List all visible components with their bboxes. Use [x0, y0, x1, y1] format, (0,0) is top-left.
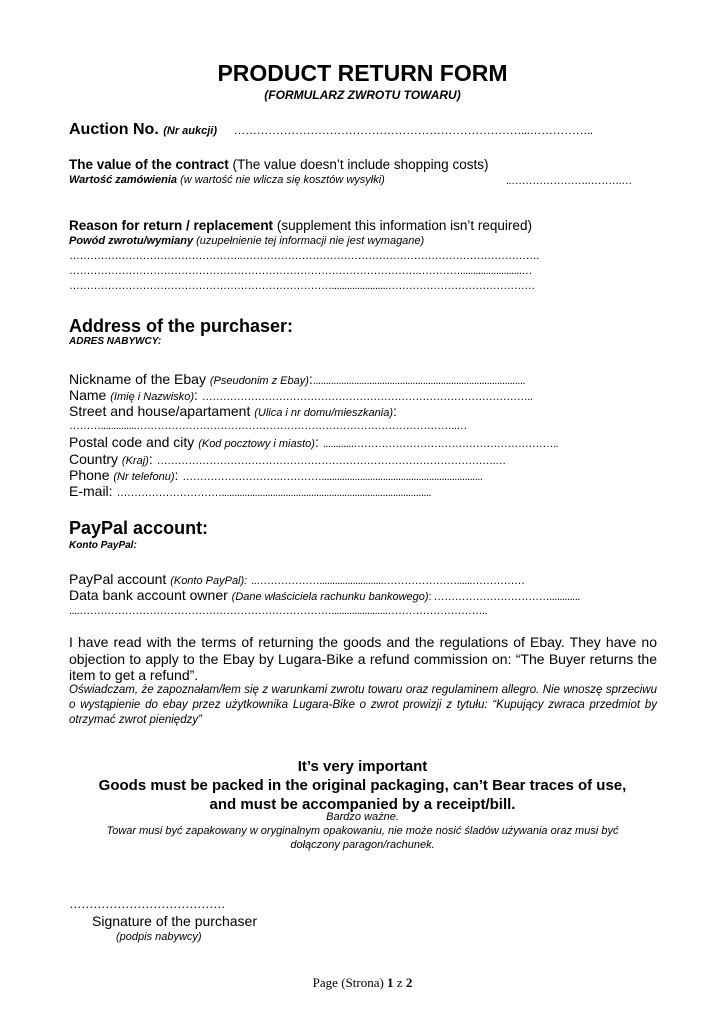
form-title: PRODUCT RETURN FORM — [217, 60, 508, 86]
field-label: Postal code and city — [69, 434, 195, 450]
field-street: Street and house/apartament (Ulica i nr domu/mieszkania): — [69, 403, 397, 419]
contract-row-pl — [69, 174, 385, 186]
contract-row — [69, 157, 488, 172]
reason-label: Reason for return / replacement — [69, 218, 274, 233]
reason-line-3[interactable]: …………………………………………………………………......................…………………………………… — [69, 280, 535, 292]
field-label: Phone — [69, 467, 110, 483]
auction-label: Auction No. — [69, 121, 159, 138]
signature-label-pl: (podpis nabywcy) — [116, 931, 202, 943]
field-email — [69, 483, 431, 499]
email-input-dots[interactable]: ………………………….................................................................................. — [116, 487, 432, 499]
important-heading: It’s very important — [297, 758, 428, 775]
page-footer — [0, 975, 725, 991]
important-line-2: and must be accompanied by a receipt/bill. — [209, 796, 516, 813]
field-postal: Postal code and city (Kod pocztowy i miasto): ............………………………………………………….. — [69, 434, 559, 450]
important-heading-pl: Bardzo ważne. — [326, 811, 399, 823]
field-label-pl: (Dane właściciela rachunku bankowego) — [231, 591, 429, 603]
phone-input-dots[interactable]: ……………………….…………............................................................... — [182, 471, 483, 483]
auction-label-pl: (Nr aukcji) — [163, 125, 218, 137]
reason-row — [69, 218, 532, 233]
contract-input-dots[interactable]: ..………………….……….… — [506, 175, 632, 187]
nickname-input-dots[interactable]: ................................................................................... — [312, 375, 525, 387]
name-input-dots[interactable]: ………………………………………………………………………………….. — [201, 391, 533, 403]
field-label-pl: (Kod pocztowy i miasto) — [198, 438, 315, 450]
purchaser-heading: Address of the purchaser: — [69, 316, 294, 336]
field-label-pl: (Konto PayPal): — [170, 575, 248, 587]
declaration-en: I have read with the terms of returning the goods and the regulations of Ebay. They have no objection to apply to the Ebay by Lugara-Bike a refund commission on: “The Buyer returns the item to get a refund”. — [69, 634, 657, 683]
contract-label: The value of the contract — [69, 157, 229, 172]
field-phone: Phone (Nr telefonu): ……………………….…………............................................................... — [69, 467, 483, 483]
reason-note: (supplement this information isn’t required) — [276, 218, 532, 233]
field-label: Street and house/apartament — [69, 403, 251, 419]
bank-owner-input-dots[interactable]: : ……………………………............ — [428, 591, 580, 603]
signature-label: Signature of the purchaser — [92, 913, 257, 929]
declaration-pl: Oświadczam, że zapoznałam/łem się z warunkami zwrotu towaru oraz regulaminem allegro. Nie wnoszę sprzeciwu o wystąpienie do ebay przez użytkownika Lugara-Bike o zwrot prowizji z tytułu: “Kupujący zwraca przedmiot by otrzymać zwrot pieniędzy” — [69, 684, 657, 726]
reason-note-pl: (uzupełnienie tej informacji nie jest wymagane) — [196, 235, 425, 247]
contract-label-pl: Wartość zamówienia — [69, 174, 177, 186]
reason-line-2[interactable]: ……………………………………………………………………………………….…………........................… — [69, 265, 532, 277]
field-label: Name — [69, 387, 107, 403]
contract-note: (The value doesn’t include shopping costs) — [232, 157, 489, 172]
field-label: Data bank account owner — [69, 587, 228, 603]
field-bank-owner — [69, 587, 580, 603]
reason-line-1[interactable]: …………………………………………..…………………………………………………………………………. — [69, 250, 539, 262]
field-label: E-mail: — [69, 483, 113, 499]
field-paypal-account — [69, 571, 524, 587]
auction-input-dots[interactable]: …………………………………………………………………...…………….. — [233, 123, 593, 137]
important-pl-line-2: dołączony paragon/rachunek. — [290, 839, 435, 851]
page-number: 1 — [387, 975, 394, 990]
important-pl-line-1: Towar musi być zapakowany w oryginalnym opakowaniu, nie może nosić śladów używania oraz musi być — [106, 825, 619, 837]
contract-note-pl: (w wartość nie wlicza się kosztów wysyłki) — [180, 174, 385, 186]
paypal-heading: PayPal account: — [69, 518, 209, 538]
field-label: Country — [69, 451, 119, 467]
postal-input-dots[interactable]: ............………………………………………………….. — [322, 438, 559, 450]
field-country: Country (Kraj): …………………………………………………………………………………….… — [69, 451, 506, 467]
field-label: Nickname of the Ebay — [69, 371, 206, 387]
country-input-dots[interactable]: …………………………………………………………………………………….… — [156, 455, 506, 467]
signature-line[interactable]: ………………………………… — [69, 897, 225, 911]
important-line-1: Goods must be packed in the original packaging, can’t Bear traces of use, — [98, 777, 627, 794]
paypal-input-dots[interactable]: ..……………….........................…………………......…………… — [251, 575, 525, 587]
form-subtitle: (FORMULARZ ZWROTU TOWARU) — [264, 88, 461, 102]
page-footer-sep: z — [396, 975, 403, 990]
field-name: Name (Imię i Nazwisko): ………………………………………………………………………………….. — [69, 387, 533, 403]
field-label-pl: (Pseudonim z Ebay) — [209, 375, 309, 387]
street-input-dots[interactable]: ………..............………………………………………………………………………………..… — [69, 420, 467, 432]
page-footer-prefix: Page (Strona) — [312, 975, 384, 990]
field-label-pl: (Ulica i nr domu/mieszkania) — [254, 407, 393, 419]
paypal-heading-pl: Konto PayPal: — [69, 540, 137, 551]
field-label: PayPal account — [69, 571, 167, 587]
page-total: 2 — [405, 975, 413, 990]
reason-label-pl: Powód zwrotu/wymiany — [69, 235, 194, 247]
field-label-pl: (Imię i Nazwisko) — [110, 391, 194, 403]
reason-row-pl — [69, 235, 424, 247]
auction-row — [69, 121, 593, 139]
field-nickname: Nickname of the Ebay (Pseudonim z Ebay):................................................................................... — [69, 371, 525, 387]
purchaser-heading-pl: ADRES NABYWCY: — [69, 336, 162, 347]
field-label-pl: (Kraj) — [121, 455, 149, 467]
field-label-pl: (Nr telefonu) — [113, 471, 175, 483]
bank-owner-input-dots-2[interactable]: ....………………………………………………………………......................……………………….. — [69, 605, 488, 617]
